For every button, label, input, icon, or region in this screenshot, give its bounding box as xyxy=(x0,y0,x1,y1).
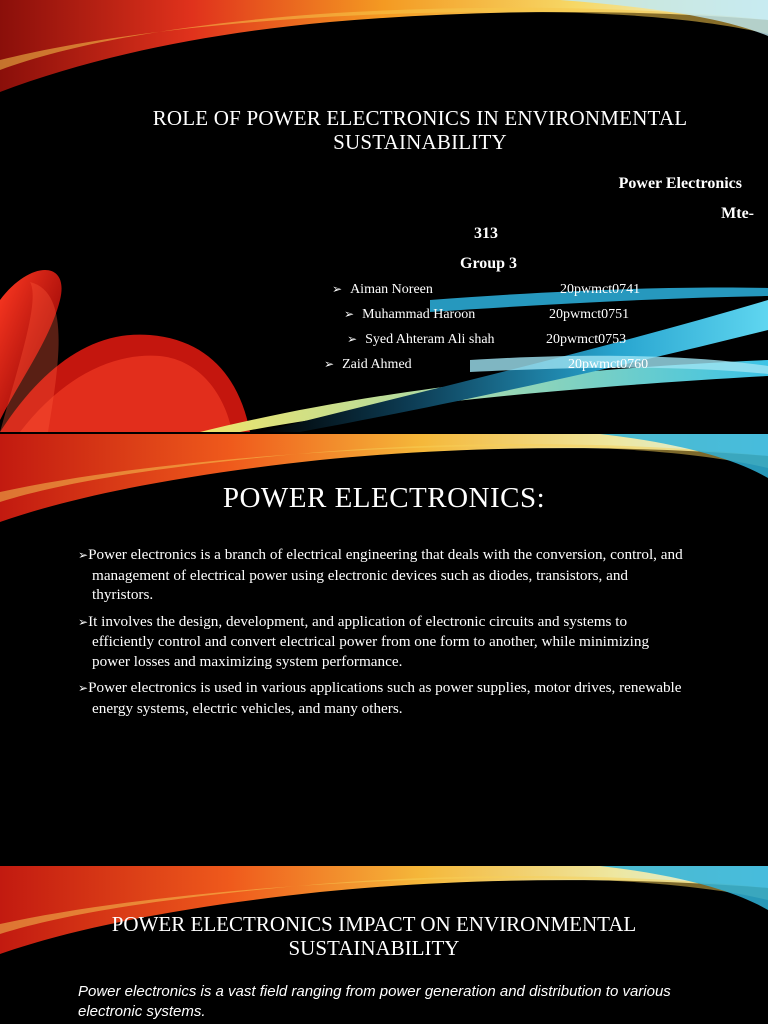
list-item xyxy=(78,612,688,672)
slide-impact-heading: POWER ELECTRONICS IMPACT ON ENVIRONMENTAL SUSTAINABILITY xyxy=(111,912,637,960)
group-label: Group 3 xyxy=(460,255,518,272)
bullet-text: Power electronics is used in various applications such as power supplies, motor drives, renewable energy systems, electric vehicles, and many others. xyxy=(88,679,682,717)
section-heading: POWER ELECTRONICS: xyxy=(222,482,546,514)
member-name: Muhammad Haroon xyxy=(362,307,476,322)
member-name: Aiman Noreen xyxy=(350,282,433,297)
list-item xyxy=(78,678,688,718)
bullet-text: Power electronics is a branch of electrical engineering that deals with the conversion, control, and management of electrical power using electronic devices such as diodes, transistors, and thyristors. xyxy=(88,546,683,603)
arrow-bullet-icon: ➢ xyxy=(78,681,89,695)
arrow-bullet-icon: ➢ xyxy=(78,614,89,629)
member-id: 20pwmct0751 xyxy=(549,307,630,322)
course-name: Power Electronics xyxy=(618,175,742,192)
slide-impact-paragraph: Power electronics is a vast field ranging from power generation and distribution to various electronic systems. xyxy=(78,983,671,1020)
bullet-list xyxy=(78,545,688,725)
member-name: Zaid Ahmed xyxy=(342,357,412,372)
arrow-bullet-icon: ➢ xyxy=(344,307,355,321)
member-row xyxy=(324,357,412,373)
member-id: 20pwmct0741 xyxy=(560,282,641,297)
arrow-bullet-icon: ➢ xyxy=(78,548,89,562)
course-code-prefix: Mte- xyxy=(721,205,754,222)
arrow-bullet-icon: ➢ xyxy=(347,332,358,346)
list-item xyxy=(78,545,688,605)
slide-title xyxy=(0,0,768,432)
member-row xyxy=(332,282,433,298)
member-id: 20pwmct0753 xyxy=(546,332,627,347)
slide-title-heading: ROLE OF POWER ELECTRONICS IN ENVIRONMENTAL SUSTAINABILITY xyxy=(152,106,688,154)
member-row xyxy=(347,332,495,348)
arrow-bullet-icon: ➢ xyxy=(324,357,335,371)
bullet-text: It involves the design, development, and application of electronic circuits and systems to efficiently control and convert electrical power from one form to another, while minimizing power losses and maximizing system performance. xyxy=(88,612,650,670)
member-name: Syed Ahteram Ali shah xyxy=(365,332,495,347)
arrow-bullet-icon: ➢ xyxy=(332,282,343,296)
member-row xyxy=(344,307,475,323)
member-id: 20pwmct0760 xyxy=(568,357,649,372)
course-code-number: 313 xyxy=(474,225,498,242)
